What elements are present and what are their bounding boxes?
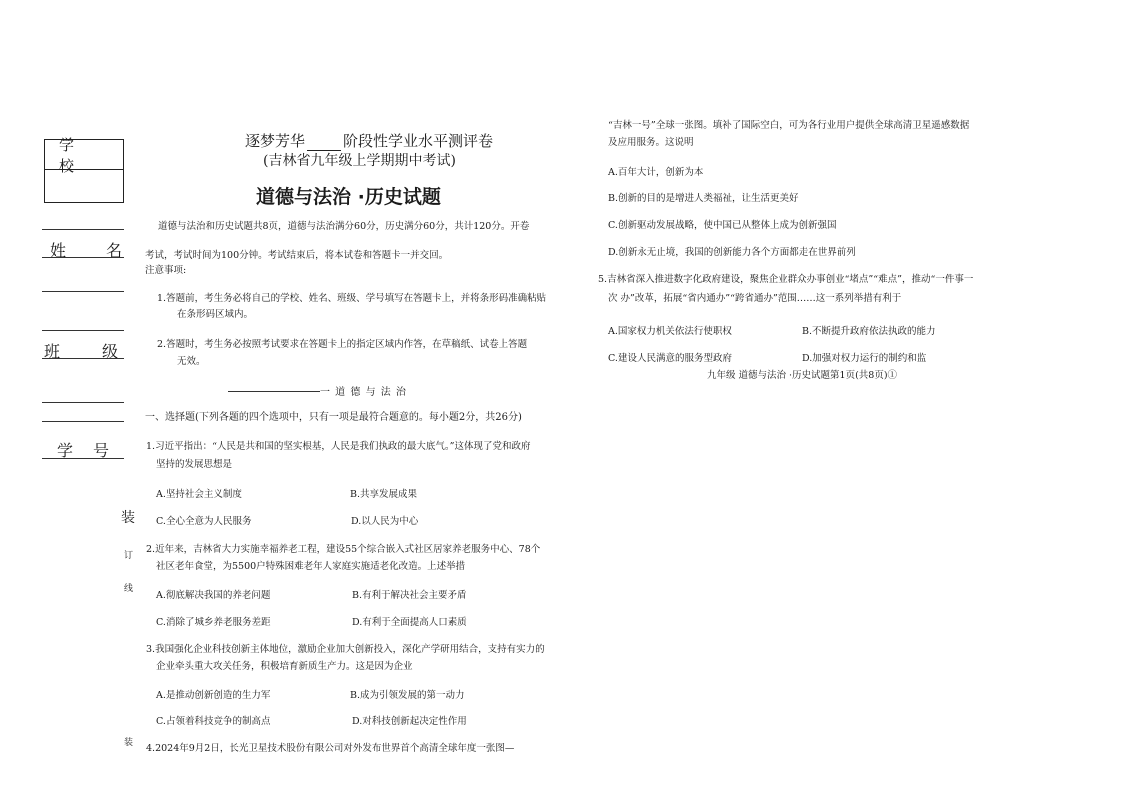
option-a[interactable]: A.百年大计，创新为本 (608, 167, 704, 178)
section-rule (228, 391, 320, 392)
section-title: 一 道 德 与 法 治 (320, 387, 407, 398)
option-d[interactable]: D.加强对权力运行的制约和监 (802, 353, 927, 364)
school-field-box[interactable] (44, 135, 124, 203)
exam-subtitle: (吉林省九年级上学期期中考试) (263, 153, 456, 169)
option-b[interactable]: B.有利于解决社会主要矛盾 (352, 590, 467, 601)
option-c[interactable]: C.建设人民满意的服务型政府 (608, 353, 732, 364)
part-heading: 一、选择题(下列各题的四个选项中，只有一项是最符合题意的。每小题2分，共26分) (145, 412, 522, 423)
class-label: 班 级 (44, 342, 118, 361)
divider (42, 229, 124, 230)
question-stem: 2.近年来，吉林省大力实施幸福养老工程，建设55个综合嵌入式社区居家养老服务中心、78个 (146, 544, 541, 555)
binding-mark: 装 (124, 738, 134, 748)
option-d[interactable]: D.对科技创新起决定性作用 (352, 716, 467, 727)
binding-mark: 订 (124, 551, 134, 561)
option-a[interactable]: A.国家权力机关依法行使职权 (608, 326, 732, 337)
class-field-line[interactable] (42, 358, 124, 359)
question-stem: 次 办”改革，拓展“省内通办”“跨省通办”范围……这一系列举措有利于 (608, 293, 902, 304)
intro-line: 道德与法治和历史试题共8页，道德与法治满分60分，历史满分60分，共计120分。开卷 (158, 221, 530, 232)
question-stem: 5.吉林省深入推进数字化政府建设，聚焦企业群众办事创业“堵点”“难点”，推动“一件事一 (598, 274, 974, 285)
name-label: 姓 名 (50, 241, 122, 260)
notice-heading: 注意事项: (145, 265, 187, 276)
option-c[interactable]: C.消除了城乡养老服务差距 (156, 617, 271, 628)
question-stem: 3.我国强化企业科技创新主体地位，激励企业加大创新投入，深化产学研用结合，支持有实力的 (146, 644, 545, 655)
divider (42, 402, 124, 403)
question-stem: 社区老年食堂，为5500户特殊困难老年人家庭实施适老化改造。上述举措 (156, 561, 466, 572)
option-c[interactable]: C.创新驱动发展战略，使中国已从整体上成为创新强国 (608, 220, 837, 231)
option-c[interactable]: C.全心全意为人民服务 (156, 516, 252, 527)
notice-item: 2.答题时，考生务必按照考试要求在答题卡上的指定区域内作答，在草稿纸、试卷上答题 (157, 339, 528, 350)
option-b[interactable]: B.不断提升政府依法执政的能力 (802, 326, 936, 337)
option-d[interactable]: D.以人民为中心 (351, 516, 419, 527)
number-field-line[interactable] (42, 458, 124, 459)
question-stem: 企业牵头重大攻关任务，积极培育新质生产力。这是因为企业 (156, 661, 413, 672)
option-a[interactable]: A.是推动创新创造的生力军 (156, 690, 271, 701)
school-label: 学 校 (45, 140, 123, 170)
notice-item: 在条形码区域内。 (177, 309, 254, 320)
exam-title: 逐梦芳华 阶段性学业水平测评卷 (245, 132, 494, 150)
option-b[interactable]: B.共享发展成果 (350, 489, 418, 500)
binding-mark: 装 (121, 510, 135, 526)
option-a[interactable]: A.坚持社会主义制度 (156, 489, 242, 500)
divider (42, 330, 124, 331)
question-stem: 1.习近平指出：“人民是共和国的坚实根基，人民是我们执政的最大底气。”这体现了党和政府 (146, 441, 531, 452)
name-field-line[interactable] (42, 257, 124, 258)
notice-item: 1.答题前，考生务必将自己的学校、姓名、班级、学号填写在答题卡上，并将条形码准确粘贴 (157, 293, 547, 304)
question-stem: “吉林一号”全球一张图。填补了国际空白，可为各行业用户提供全球高清卫星遥感数据 (608, 120, 970, 131)
question-stem: 及应用服务。这说明 (608, 137, 694, 148)
option-d[interactable]: D.创新永无止境，我国的创新能力各个方面都走在世界前列 (608, 247, 856, 258)
option-a[interactable]: A.彻底解决我国的养老问题 (156, 590, 271, 601)
page-footer: 九年级 道德与法治 ·历史试题第1页(共8页)① (707, 370, 898, 381)
option-d[interactable]: D.有利于全面提高人口素质 (352, 617, 467, 628)
subject-title: 道德与法治 ·历史试题 (256, 186, 441, 208)
notice-item: 无效。 (177, 356, 206, 367)
divider (42, 421, 124, 422)
question-stem: 坚持的发展思想是 (156, 459, 233, 470)
question-stem: 4.2024年9月2日，长光卫星技术股份有限公司对外发布世界首个高清全球年度一张图— (146, 743, 515, 754)
binding-mark: 线 (124, 584, 134, 594)
intro-line: 考试，考试时间为100分钟。考试结束后，将本试卷和答题卡一并交回。 (145, 250, 449, 261)
divider (42, 291, 124, 292)
number-label: 学 号 (57, 441, 109, 460)
option-c[interactable]: C.占领着科技竞争的制高点 (156, 716, 271, 727)
option-b[interactable]: B.创新的目的是增进人类福祉，让生活更美好 (608, 193, 799, 204)
option-b[interactable]: B.成为引领发展的第一动力 (350, 690, 465, 701)
